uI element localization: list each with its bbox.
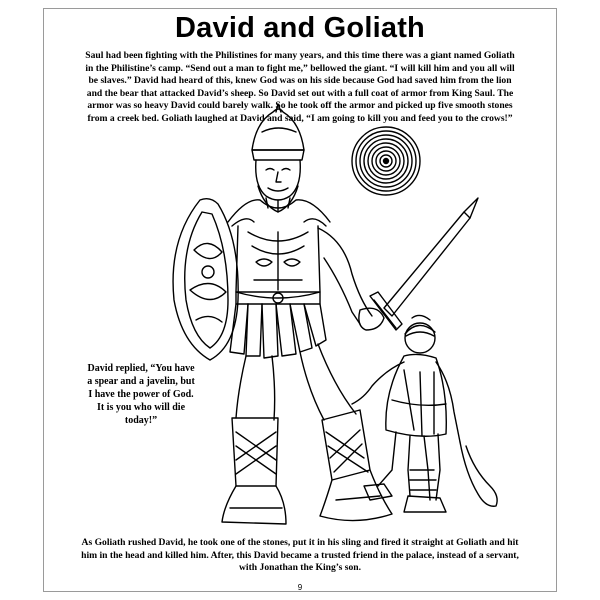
- page-number: 9: [297, 583, 303, 592]
- david-figure: [352, 315, 497, 512]
- ending-paragraph: As Goliath rushed David, he took one of the stones, put it in his sling and fired it straight at Goliath and hit him in the head and killed him. After, this David became a trusted friend in the palace, instead of a servant, with Jonathan the King’s son.: [81, 537, 519, 574]
- sun-icon: [352, 127, 420, 195]
- sword-icon: [370, 198, 478, 330]
- david-quote: David replied, “You have a spear and a javelin, but I have the power of God. It is you who will die today!”: [87, 363, 195, 426]
- intro-paragraph: Saul had been fighting with the Philistines for many years, and this time there was a giant named Goliath in the Philistine’s camp. “Send out a man to fight me,” bellowed the giant. “I will kill him and you all will be slaves.” David had heard of this, knew God was on his side because God had saved him from the lion and the bear that attacked David’s sheep. So David set out with a full coat of armor from King Saul. The armor was so heavy David could barely walk. So he took off the armor and picked up five smooth stones from a creek bed. Goliath laughed at David and said, “I am going to kill you and feed you to the crows!”: [85, 50, 515, 124]
- goliath-figure: [222, 104, 392, 524]
- shield-icon: [173, 199, 238, 360]
- page-title: David and Goliath: [175, 12, 425, 44]
